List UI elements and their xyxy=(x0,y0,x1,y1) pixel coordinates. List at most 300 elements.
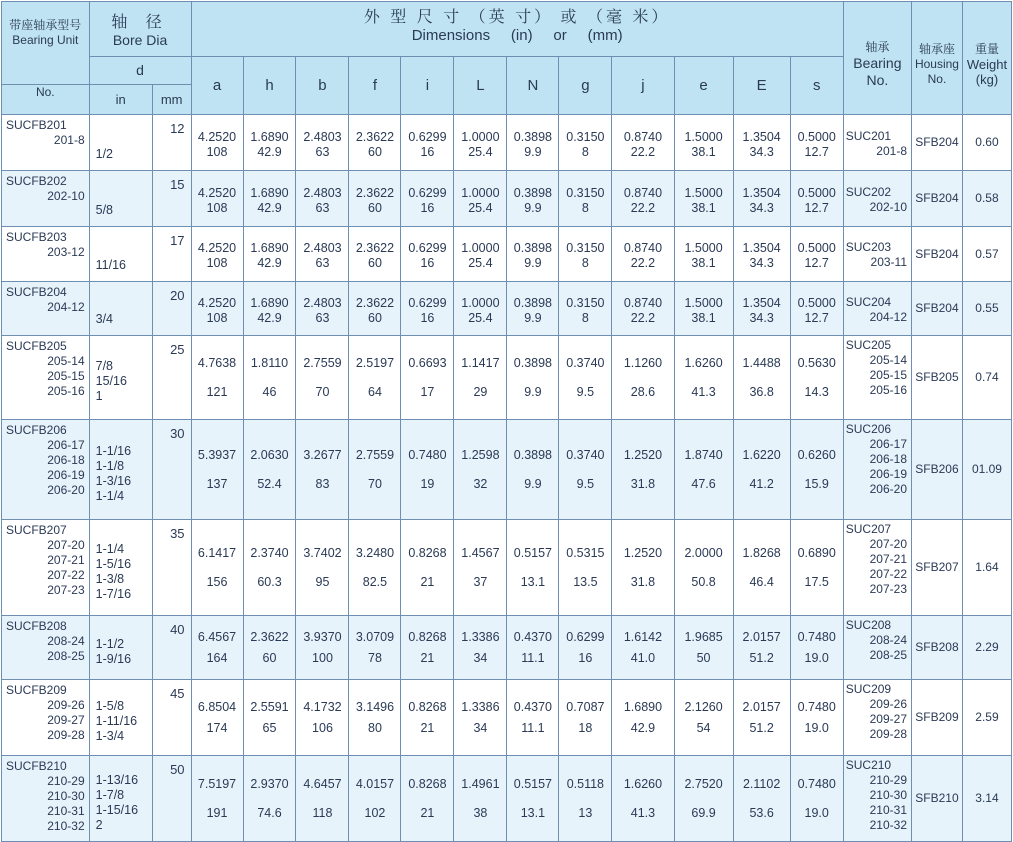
dim-cell-j xyxy=(612,756,674,842)
mm-header: mm xyxy=(152,85,191,115)
dim-mm-value: 63 xyxy=(315,310,330,325)
table-row xyxy=(2,282,1012,336)
bore-inch: 1-13/16 xyxy=(95,772,139,787)
dim-spacer xyxy=(734,561,790,575)
housing-no: SFB208 xyxy=(912,616,963,680)
dim-inch-value: 1.6220 xyxy=(742,447,781,462)
dim-cell-i xyxy=(401,336,454,420)
dim-i-header: i xyxy=(401,57,454,115)
bore-inch: 1-1/8 xyxy=(95,458,125,473)
unit-cell xyxy=(2,227,90,282)
bearing-sub-model: 209-28 xyxy=(869,727,907,741)
dim-cell-E xyxy=(733,520,790,616)
dim-spacer xyxy=(192,371,243,385)
dim-spacer xyxy=(401,463,453,477)
bearing-model: SUC207 xyxy=(845,522,892,536)
bearing-cell xyxy=(843,227,911,282)
housing-no: SFB209 xyxy=(912,680,963,756)
weight-value: 2.29 xyxy=(962,616,1011,680)
dim-cell-i xyxy=(401,616,454,680)
dim-inch-value: 3.9370 xyxy=(303,629,342,644)
dim-inch-value: 1.8740 xyxy=(684,447,723,462)
dim-spacer xyxy=(612,792,673,806)
dim-cell-L xyxy=(454,680,507,756)
bearing-cell xyxy=(843,171,911,227)
dim-inch-value: 0.8268 xyxy=(408,629,447,644)
dim-inch-value: 1.2520 xyxy=(623,545,663,560)
unit-sub-model: 209-27 xyxy=(47,713,85,727)
dim-inch-value: 1.6890 xyxy=(250,241,289,255)
dim-cell-i xyxy=(401,171,454,227)
dim-cell-g xyxy=(559,336,612,420)
dim-inch-value: 0.6299 xyxy=(408,185,447,200)
dim-cell-E xyxy=(733,171,790,227)
dim-a-header: a xyxy=(191,57,243,115)
dim-L-header: L xyxy=(454,57,507,115)
dim-cell-s xyxy=(790,616,843,680)
bearing-sub-model: 206-17 xyxy=(869,437,907,451)
dim-f-header: f xyxy=(349,57,401,115)
dim-mm-value: 9.5 xyxy=(576,476,595,491)
dim-mm-value: 22.2 xyxy=(630,200,656,215)
bearing-sub-model: 206-18 xyxy=(869,452,907,466)
dim-mm-value: 41.3 xyxy=(691,384,716,399)
dim-inch-value: 1.1260 xyxy=(623,355,663,370)
dim-mm-value: 9.9 xyxy=(524,476,542,491)
dim-inch-value: 4.2520 xyxy=(197,185,237,200)
dim-spacer xyxy=(349,371,400,385)
bearing-sub-model: 204-12 xyxy=(869,309,907,324)
bearing-model: SUC208 xyxy=(845,618,892,632)
dim-cell-E xyxy=(733,336,790,420)
dim-inch-value: 0.3740 xyxy=(566,355,605,370)
weight-header xyxy=(962,2,1011,115)
bore-mm: 40 xyxy=(152,616,191,680)
dim-inch-value: 2.3622 xyxy=(250,629,289,644)
dim-cell-i xyxy=(401,420,454,520)
bore-inch: 1-7/16 xyxy=(95,586,132,601)
dim-cell-a xyxy=(191,282,243,336)
dim-cell-g xyxy=(559,227,612,282)
bore-inch: 1-5/16 xyxy=(95,556,132,571)
dim-mm-value: 74.6 xyxy=(257,805,282,820)
bore-header xyxy=(89,2,191,57)
dim-inch-value: 3.2677 xyxy=(303,447,342,462)
dim-mm-value: 9.9 xyxy=(524,310,542,325)
dim-cell-N xyxy=(507,171,559,227)
bore-inch-cell xyxy=(89,227,152,282)
dim-mm-value: 156 xyxy=(206,574,228,589)
dim-cell-s xyxy=(790,115,843,171)
dim-mm-value: 9.9 xyxy=(524,144,542,159)
dim-inch-value: 0.7480 xyxy=(797,776,836,791)
bore-mm: 17 xyxy=(152,227,191,282)
weight-header-en2: (kg) xyxy=(975,71,999,87)
table-row xyxy=(2,227,1012,282)
dim-mm-value: 13.1 xyxy=(520,574,546,589)
bearing-sub-model: 207-21 xyxy=(869,552,907,566)
weight-value: 01.09 xyxy=(962,420,1011,520)
dim-inch-value: 0.6299 xyxy=(408,129,447,144)
dim-mm-value: 83 xyxy=(315,476,330,491)
dim-inch-value: 1.0000 xyxy=(461,241,500,255)
dim-cell-L xyxy=(454,616,507,680)
dim-inch-value: 1.6260 xyxy=(684,355,723,370)
bearing-model: SUC202 xyxy=(845,184,892,199)
dim-mm-value: 31.8 xyxy=(630,476,656,491)
dim-inch-value: 0.5000 xyxy=(797,185,836,200)
bore-mm: 45 xyxy=(152,680,191,756)
dim-inch-value: 0.8268 xyxy=(408,699,447,714)
dim-inch-value: 1.0000 xyxy=(461,129,500,144)
dim-cell-E xyxy=(733,227,790,282)
unit-sub-model: 209-26 xyxy=(47,698,85,712)
dim-mm-value: 11.1 xyxy=(521,650,545,665)
bore-inch-cell xyxy=(89,680,152,756)
dim-mm-value: 60 xyxy=(368,256,382,270)
dim-inch-value: 0.3898 xyxy=(513,355,552,370)
dim-inch-value: 2.0000 xyxy=(684,545,723,560)
dim-inch-value: 2.9370 xyxy=(250,776,289,791)
dim-mm-value: 38.1 xyxy=(691,256,716,270)
bearing-model: SUC204 xyxy=(845,294,892,309)
dim-mm-value: 50 xyxy=(696,650,711,665)
dim-inch-value: 0.6890 xyxy=(797,545,836,560)
dim-mm-value: 42.9 xyxy=(630,720,656,735)
dim-spacer xyxy=(454,371,506,385)
dim-spacer xyxy=(401,371,453,385)
dim-mm-value: 47.6 xyxy=(691,476,716,491)
dim-spacer xyxy=(454,561,506,575)
dim-inch-value: 1.3504 xyxy=(742,241,781,255)
bearing-cell xyxy=(843,680,911,756)
dim-inch-value: 2.5591 xyxy=(250,699,289,714)
table-row xyxy=(2,520,1012,616)
dim-inch-value: 0.8740 xyxy=(623,241,663,255)
bore-inch: 1-9/16 xyxy=(95,651,132,666)
dim-inch-value: 1.0000 xyxy=(461,295,500,310)
dim-inch-value: 0.3898 xyxy=(513,447,552,462)
dim-mm-value: 13.5 xyxy=(573,574,598,589)
bearing-model: SUC203 xyxy=(845,240,892,254)
dim-mm-value: 41.0 xyxy=(630,650,656,665)
dim-spacer xyxy=(507,463,558,477)
dim-spacer xyxy=(454,463,506,477)
bearing-header-en2: No. xyxy=(866,71,889,88)
dim-spacer xyxy=(675,463,733,477)
dim-inch-value: 2.3740 xyxy=(250,545,289,560)
dim-mm-value: 108 xyxy=(206,256,228,270)
dim-cell-a xyxy=(191,616,243,680)
dim-inch-value: 1.3504 xyxy=(742,129,781,144)
unit-header xyxy=(2,2,90,85)
bore-inch-cell xyxy=(89,420,152,520)
dim-cell-j xyxy=(612,520,674,616)
dim-mm-value: 38.1 xyxy=(691,200,716,215)
unit-model: SUCFB207 xyxy=(6,523,67,537)
bearing-header-cn: 轴承 xyxy=(865,39,890,54)
dim-cell-e xyxy=(674,282,733,336)
dim-cell-i xyxy=(401,756,454,842)
dim-mm-value: 9.9 xyxy=(524,200,542,215)
dim-inch-value: 0.3150 xyxy=(566,295,605,310)
dim-inch-value: 2.3622 xyxy=(355,295,395,310)
dim-cell-N xyxy=(507,420,559,520)
unit-sub-model: 210-32 xyxy=(47,819,85,833)
dim-cell-L xyxy=(454,227,507,282)
dim-cell-e xyxy=(674,115,733,171)
dim-mm-value: 16 xyxy=(420,200,435,215)
bore-inch: 1-7/8 xyxy=(95,787,125,802)
bearing-model: SUC201 xyxy=(845,128,892,143)
bearing-model: SUC210 xyxy=(845,758,892,772)
dim-cell-e xyxy=(674,171,733,227)
dim-mm-value: 50.8 xyxy=(691,574,716,589)
bearing-sub-model: 208-25 xyxy=(869,648,907,662)
dim-inch-value: 1.3386 xyxy=(461,699,500,714)
dim-inch-value: 0.7480 xyxy=(408,447,447,462)
dim-mm-value: 19 xyxy=(420,476,435,491)
dim-inch-value: 1.3386 xyxy=(461,629,500,644)
dim-mm-value: 52.4 xyxy=(257,476,282,491)
dim-mm-value: 22.2 xyxy=(630,144,656,159)
dim-inch-value: 2.4803 xyxy=(303,241,342,255)
dim-mm-value: 164 xyxy=(206,650,228,665)
dim-mm-value: 191 xyxy=(206,805,228,820)
dim-cell-N xyxy=(507,616,559,680)
dim-inch-value: 1.9685 xyxy=(684,629,723,644)
dim-inch-value: 2.3622 xyxy=(355,129,395,144)
dim-inch-value: 3.1496 xyxy=(355,699,395,714)
dim-inch-value: 2.0157 xyxy=(742,629,781,644)
dim-cell-b xyxy=(296,756,349,842)
dim-cell-s xyxy=(790,420,843,520)
unit-cell xyxy=(2,680,90,756)
dim-inch-value: 3.2480 xyxy=(355,545,395,560)
bearing-sub-model: 209-26 xyxy=(869,697,907,711)
bore-inch: 1-3/8 xyxy=(95,571,125,586)
bearing-cell xyxy=(843,616,911,680)
unit-sub-model: 206-17 xyxy=(47,438,85,452)
bearing-sub-model: 205-16 xyxy=(869,383,907,397)
dim-mm-value: 137 xyxy=(206,476,228,491)
dim-mm-value: 78 xyxy=(368,650,382,665)
housing-no: SFB204 xyxy=(912,171,963,227)
dim-inch-value: 1.6142 xyxy=(623,629,663,644)
dim-mm-value: 12.7 xyxy=(804,200,829,215)
dim-mm-value: 21 xyxy=(420,720,435,735)
dim-cell-E xyxy=(733,680,790,756)
unit-cell xyxy=(2,115,90,171)
dim-spacer xyxy=(192,561,243,575)
dim-inch-value: 4.7638 xyxy=(197,355,237,370)
dim-mm-value: 46.4 xyxy=(749,574,774,589)
dim-cell-b xyxy=(296,171,349,227)
bore-inch: 1-1/4 xyxy=(95,488,125,503)
dim-spacer xyxy=(791,792,843,806)
table-row xyxy=(2,616,1012,680)
housing-no: SFB206 xyxy=(912,420,963,520)
dim-inch-value: 0.6299 xyxy=(408,241,447,255)
housing-header-cn: 轴承座 xyxy=(918,41,955,56)
dim-mm-value: 63 xyxy=(315,256,330,270)
dim-inch-value: 2.4803 xyxy=(303,129,342,144)
dim-cell-s xyxy=(790,227,843,282)
bearing-sub-model: 210-31 xyxy=(869,803,907,817)
dim-inch-value: 1.4961 xyxy=(461,776,500,791)
unit-sub-model: 208-25 xyxy=(47,649,85,663)
dim-inch-value: 0.4370 xyxy=(513,629,552,644)
bore-mm: 35 xyxy=(152,520,191,616)
dim-inch-value: 1.6890 xyxy=(250,185,289,200)
dim-cell-a xyxy=(191,756,243,842)
dim-inch-value: 0.5157 xyxy=(513,545,552,560)
dim-cell-b xyxy=(296,680,349,756)
dim-cell-h xyxy=(243,336,296,420)
dim-inch-value: 3.0709 xyxy=(355,629,395,644)
unit-model: SUCFB206 xyxy=(6,423,67,437)
dim-cell-j xyxy=(612,616,674,680)
bore-inch: 7/8 xyxy=(95,359,114,373)
dim-spacer xyxy=(349,463,400,477)
dim-mm-value: 34 xyxy=(473,720,488,735)
dim-inch-value: 1.5000 xyxy=(684,129,723,144)
dim-mm-value: 17 xyxy=(420,384,435,399)
dim-spacer xyxy=(349,792,400,806)
dim-inch-value: 0.5630 xyxy=(797,355,836,370)
dim-inch-value: 1.6890 xyxy=(623,699,663,714)
dim-mm-value: 32 xyxy=(473,476,488,491)
unit-cell xyxy=(2,420,90,520)
dim-cell-f xyxy=(349,520,401,616)
dim-cell-s xyxy=(790,756,843,842)
d-header: d xyxy=(89,57,191,85)
dim-mm-value: 69.9 xyxy=(691,805,716,820)
dim-spacer xyxy=(296,371,348,385)
dim-inch-value: 1.6890 xyxy=(250,295,289,310)
dim-mm-value: 38.1 xyxy=(691,144,716,159)
bearing-sub-model: 205-14 xyxy=(869,353,907,367)
table-row xyxy=(2,171,1012,227)
dim-cell-h xyxy=(243,115,296,171)
dim-spacer xyxy=(612,463,673,477)
dim-inch-value: 0.8740 xyxy=(623,295,663,310)
dim-cell-g xyxy=(559,115,612,171)
dim-inch-value: 2.3622 xyxy=(355,241,395,255)
dim-mm-value: 31.8 xyxy=(630,574,656,589)
unit-model: SUCFB203 xyxy=(6,230,67,244)
dim-inch-value: 6.8504 xyxy=(197,699,237,714)
housing-no: SFB207 xyxy=(912,520,963,616)
unit-sub-model: 204-12 xyxy=(47,300,85,314)
dim-mm-value: 70 xyxy=(368,476,382,491)
dim-cell-i xyxy=(401,680,454,756)
unit-model: SUCFB204 xyxy=(6,285,67,299)
unit-no-header: No. xyxy=(2,85,90,115)
dim-cell-b xyxy=(296,282,349,336)
dim-inch-value: 2.5197 xyxy=(355,355,395,370)
dim-cell-j xyxy=(612,282,674,336)
dim-inch-value: 0.5000 xyxy=(797,295,836,310)
dim-inch-value: 1.8110 xyxy=(250,355,289,370)
dim-mm-value: 60 xyxy=(368,310,382,325)
dim-inch-value: 1.5000 xyxy=(684,241,723,255)
dim-cell-j xyxy=(612,420,674,520)
dim-spacer xyxy=(559,463,611,477)
dim-mm-value: 38.1 xyxy=(691,310,716,325)
bore-mm: 15 xyxy=(152,171,191,227)
dim-spacer xyxy=(244,371,296,385)
dim-cell-L xyxy=(454,171,507,227)
dim-mm-value: 70 xyxy=(315,384,330,399)
dim-cell-a xyxy=(191,520,243,616)
dim-mm-value: 9.9 xyxy=(524,384,542,399)
bore-inch-cell xyxy=(89,520,152,616)
dim-mm-value: 21 xyxy=(420,650,435,665)
dimensions-header-cn: 外 型 尺 寸 （英 寸） 或 （毫 米） xyxy=(363,9,671,26)
dim-spacer xyxy=(244,463,296,477)
bore-header-en: Bore Dia xyxy=(112,32,168,48)
dim-inch-value: 6.1417 xyxy=(197,545,237,560)
dim-spacer xyxy=(559,792,611,806)
dim-inch-value: 1.0000 xyxy=(461,185,500,200)
bore-header-cn: 轴 径 xyxy=(111,14,169,31)
dim-mm-value: 108 xyxy=(206,144,228,159)
dim-inch-value: 7.5197 xyxy=(197,776,237,791)
dim-cell-h xyxy=(243,520,296,616)
dim-inch-value: 2.7559 xyxy=(303,355,342,370)
dim-mm-value: 15.9 xyxy=(804,476,829,491)
dim-h-header: h xyxy=(243,57,296,115)
dim-N-header: N xyxy=(507,57,559,115)
bore-inch: 1-3/16 xyxy=(95,473,132,488)
unit-sub-model: 205-14 xyxy=(47,354,85,368)
dim-inch-value: 0.3740 xyxy=(566,447,605,462)
dim-mm-value: 46 xyxy=(262,384,277,399)
dim-cell-a xyxy=(191,171,243,227)
dim-inch-value: 3.7402 xyxy=(303,545,342,560)
unit-sub-model: 205-16 xyxy=(47,384,85,398)
dim-mm-value: 13.1 xyxy=(520,805,546,820)
dim-mm-value: 29 xyxy=(473,384,488,399)
weight-value: 0.60 xyxy=(962,115,1011,171)
bore-inch-cell xyxy=(89,336,152,420)
bearing-sub-model: 209-27 xyxy=(869,712,907,726)
dim-inch-value: 4.6457 xyxy=(303,776,342,791)
bore-inch: 2 xyxy=(95,817,103,832)
dim-mm-value: 54 xyxy=(696,720,711,735)
bore-inch: 1-1/16 xyxy=(95,443,132,458)
bearing-sub-model: 201-8 xyxy=(876,143,907,158)
unit-sub-model: 206-20 xyxy=(47,483,85,497)
bore-inch: 1-5/8 xyxy=(95,699,125,713)
housing-no: SFB210 xyxy=(912,756,963,842)
weight-value: 0.55 xyxy=(962,282,1011,336)
dim-inch-value: 1.2520 xyxy=(623,447,663,462)
dim-mm-value: 63 xyxy=(315,200,330,215)
dim-cell-e xyxy=(674,420,733,520)
unit-cell xyxy=(2,756,90,842)
dim-cell-e xyxy=(674,680,733,756)
dim-cell-a xyxy=(191,680,243,756)
dim-spacer xyxy=(612,371,673,385)
bearing-sub-model: 206-20 xyxy=(869,482,907,496)
dim-mm-value: 82.5 xyxy=(362,574,388,589)
dim-cell-g xyxy=(559,616,612,680)
dim-cell-b xyxy=(296,336,349,420)
dim-mm-value: 11.1 xyxy=(521,720,545,735)
dim-cell-e xyxy=(674,520,733,616)
